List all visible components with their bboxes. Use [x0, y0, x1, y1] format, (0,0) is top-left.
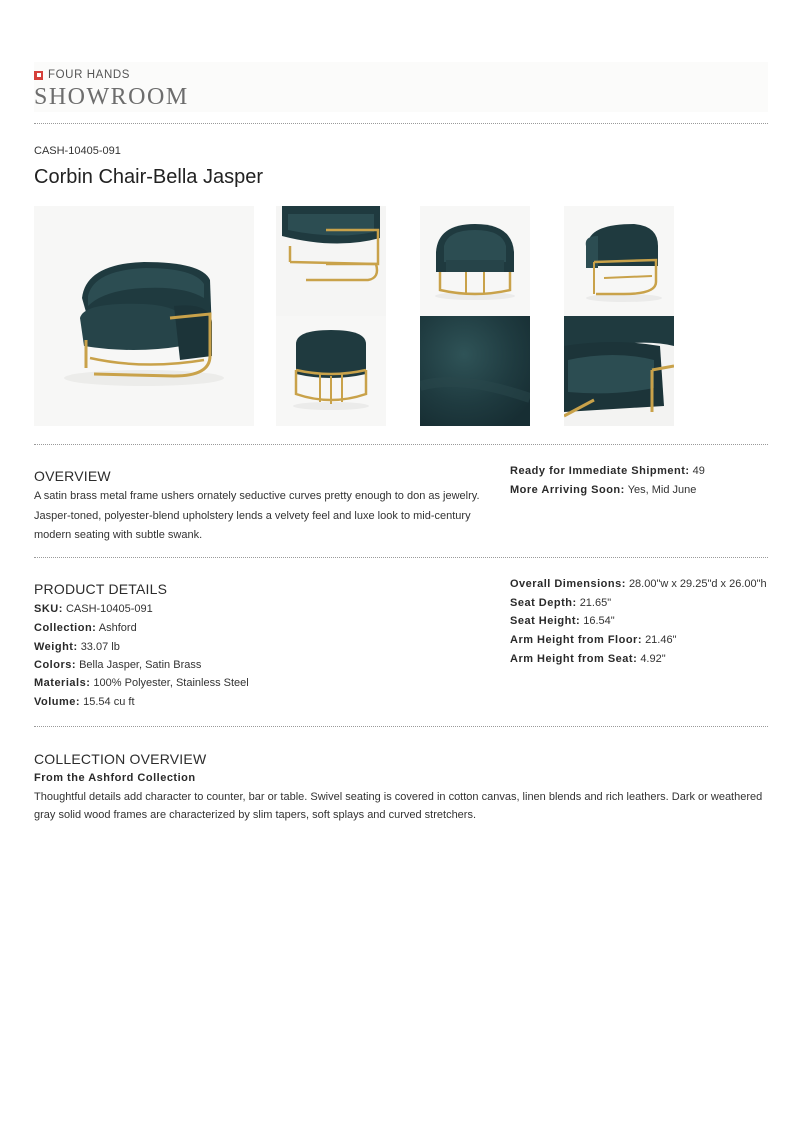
- divider: [34, 123, 768, 124]
- detail-label: Seat Height:: [510, 615, 581, 627]
- product-sku: CASH-10405-091: [34, 145, 121, 157]
- detail-label: Weight:: [34, 641, 78, 653]
- shipment-status: [510, 465, 705, 477]
- brand-square-icon: [34, 71, 43, 80]
- arriving-value: Yes, Mid June: [627, 484, 697, 496]
- product-title: Corbin Chair-Bella Jasper: [34, 166, 263, 188]
- collection-description: [34, 788, 768, 824]
- detail-label: Seat Depth:: [510, 597, 577, 609]
- detail-seat-depth: [510, 597, 611, 609]
- overview-line: Jasper-toned, polyester-blend upholstery lends a velvety feel and luxe look to mid-century: [34, 509, 471, 522]
- detail-volume: [34, 696, 135, 708]
- fabric-swatch-image: [420, 316, 530, 426]
- divider: [34, 557, 768, 558]
- product-details-heading: PRODUCT DETAILS: [34, 581, 168, 597]
- thumbnail-image-2: [420, 206, 530, 316]
- shipment-value: 49: [692, 465, 705, 477]
- overview-heading: OVERVIEW: [34, 468, 111, 484]
- detail-collection: [34, 622, 137, 634]
- detail-materials: [34, 677, 249, 689]
- detail-label: Colors:: [34, 659, 76, 671]
- detail-value: 28.00"w x 29.25"d x 26.00"h: [628, 578, 767, 590]
- collection-line: gray solid wood frames are characterized by slim tapers, soft splays and curved stretchers.: [34, 809, 477, 821]
- collection-line: Thoughtful details add character to counter, bar or table. Swivel seating is covered in cotton canvas, linen blends and rich leathers. Dark or weathered: [34, 791, 763, 803]
- arriving-label: More Arriving Soon:: [510, 484, 625, 496]
- overview-line: A satin brass metal frame ushers ornately seductive curves pretty enough to don as jewelry.: [34, 490, 480, 502]
- shipment-label: Ready for Immediate Shipment:: [510, 465, 690, 477]
- brand-logo: [34, 69, 130, 81]
- detail-value: 15.54 cu ft: [83, 696, 135, 708]
- detail-value: Ashford: [98, 622, 137, 634]
- detail-value: 21.46": [645, 634, 677, 646]
- main-product-image: [34, 206, 254, 426]
- detail-value: 100% Polyester, Stainless Steel: [93, 677, 249, 689]
- detail-value: 16.54": [583, 615, 615, 627]
- detail-label: SKU:: [34, 603, 63, 615]
- thumbnail-image-3: [564, 206, 674, 316]
- detail-weight: [34, 641, 120, 653]
- divider: [34, 444, 768, 445]
- overview-line: modern seating with subtle swank.: [34, 529, 203, 541]
- detail-value: Bella Jasper, Satin Brass: [79, 659, 202, 671]
- thumbnail-image-5: [564, 316, 674, 426]
- detail-value: 21.65": [579, 597, 612, 609]
- arriving-status: [510, 484, 696, 496]
- detail-seat-height: [510, 615, 615, 627]
- overview-description: [34, 487, 494, 546]
- brand-name: FOUR HANDS: [48, 69, 131, 81]
- thumbnail-image-4: [276, 316, 386, 426]
- detail-label: Overall Dimensions:: [510, 578, 626, 590]
- detail-value: 4.92": [640, 653, 666, 665]
- divider: [34, 726, 768, 727]
- detail-label: Collection:: [34, 622, 97, 634]
- collection-subheading: From the Ashford Collection: [34, 772, 196, 784]
- detail-colors: [34, 659, 201, 671]
- detail-label: Arm Height from Floor:: [510, 634, 642, 646]
- detail-arm-height-floor: [510, 634, 677, 646]
- detail-arm-height-seat: [510, 653, 666, 665]
- showroom-title: SHOWROOM: [34, 84, 189, 110]
- collection-overview-heading: COLLECTION OVERVIEW: [34, 751, 207, 767]
- detail-label: Materials:: [34, 677, 91, 689]
- detail-sku: [34, 603, 153, 615]
- detail-value: 33.07 lb: [80, 641, 120, 653]
- detail-value: CASH-10405-091: [65, 603, 153, 615]
- detail-label: Volume:: [34, 696, 81, 708]
- detail-overall-dimensions: [510, 578, 767, 590]
- thumbnail-image-1: [276, 206, 386, 316]
- detail-label: Arm Height from Seat:: [510, 653, 638, 665]
